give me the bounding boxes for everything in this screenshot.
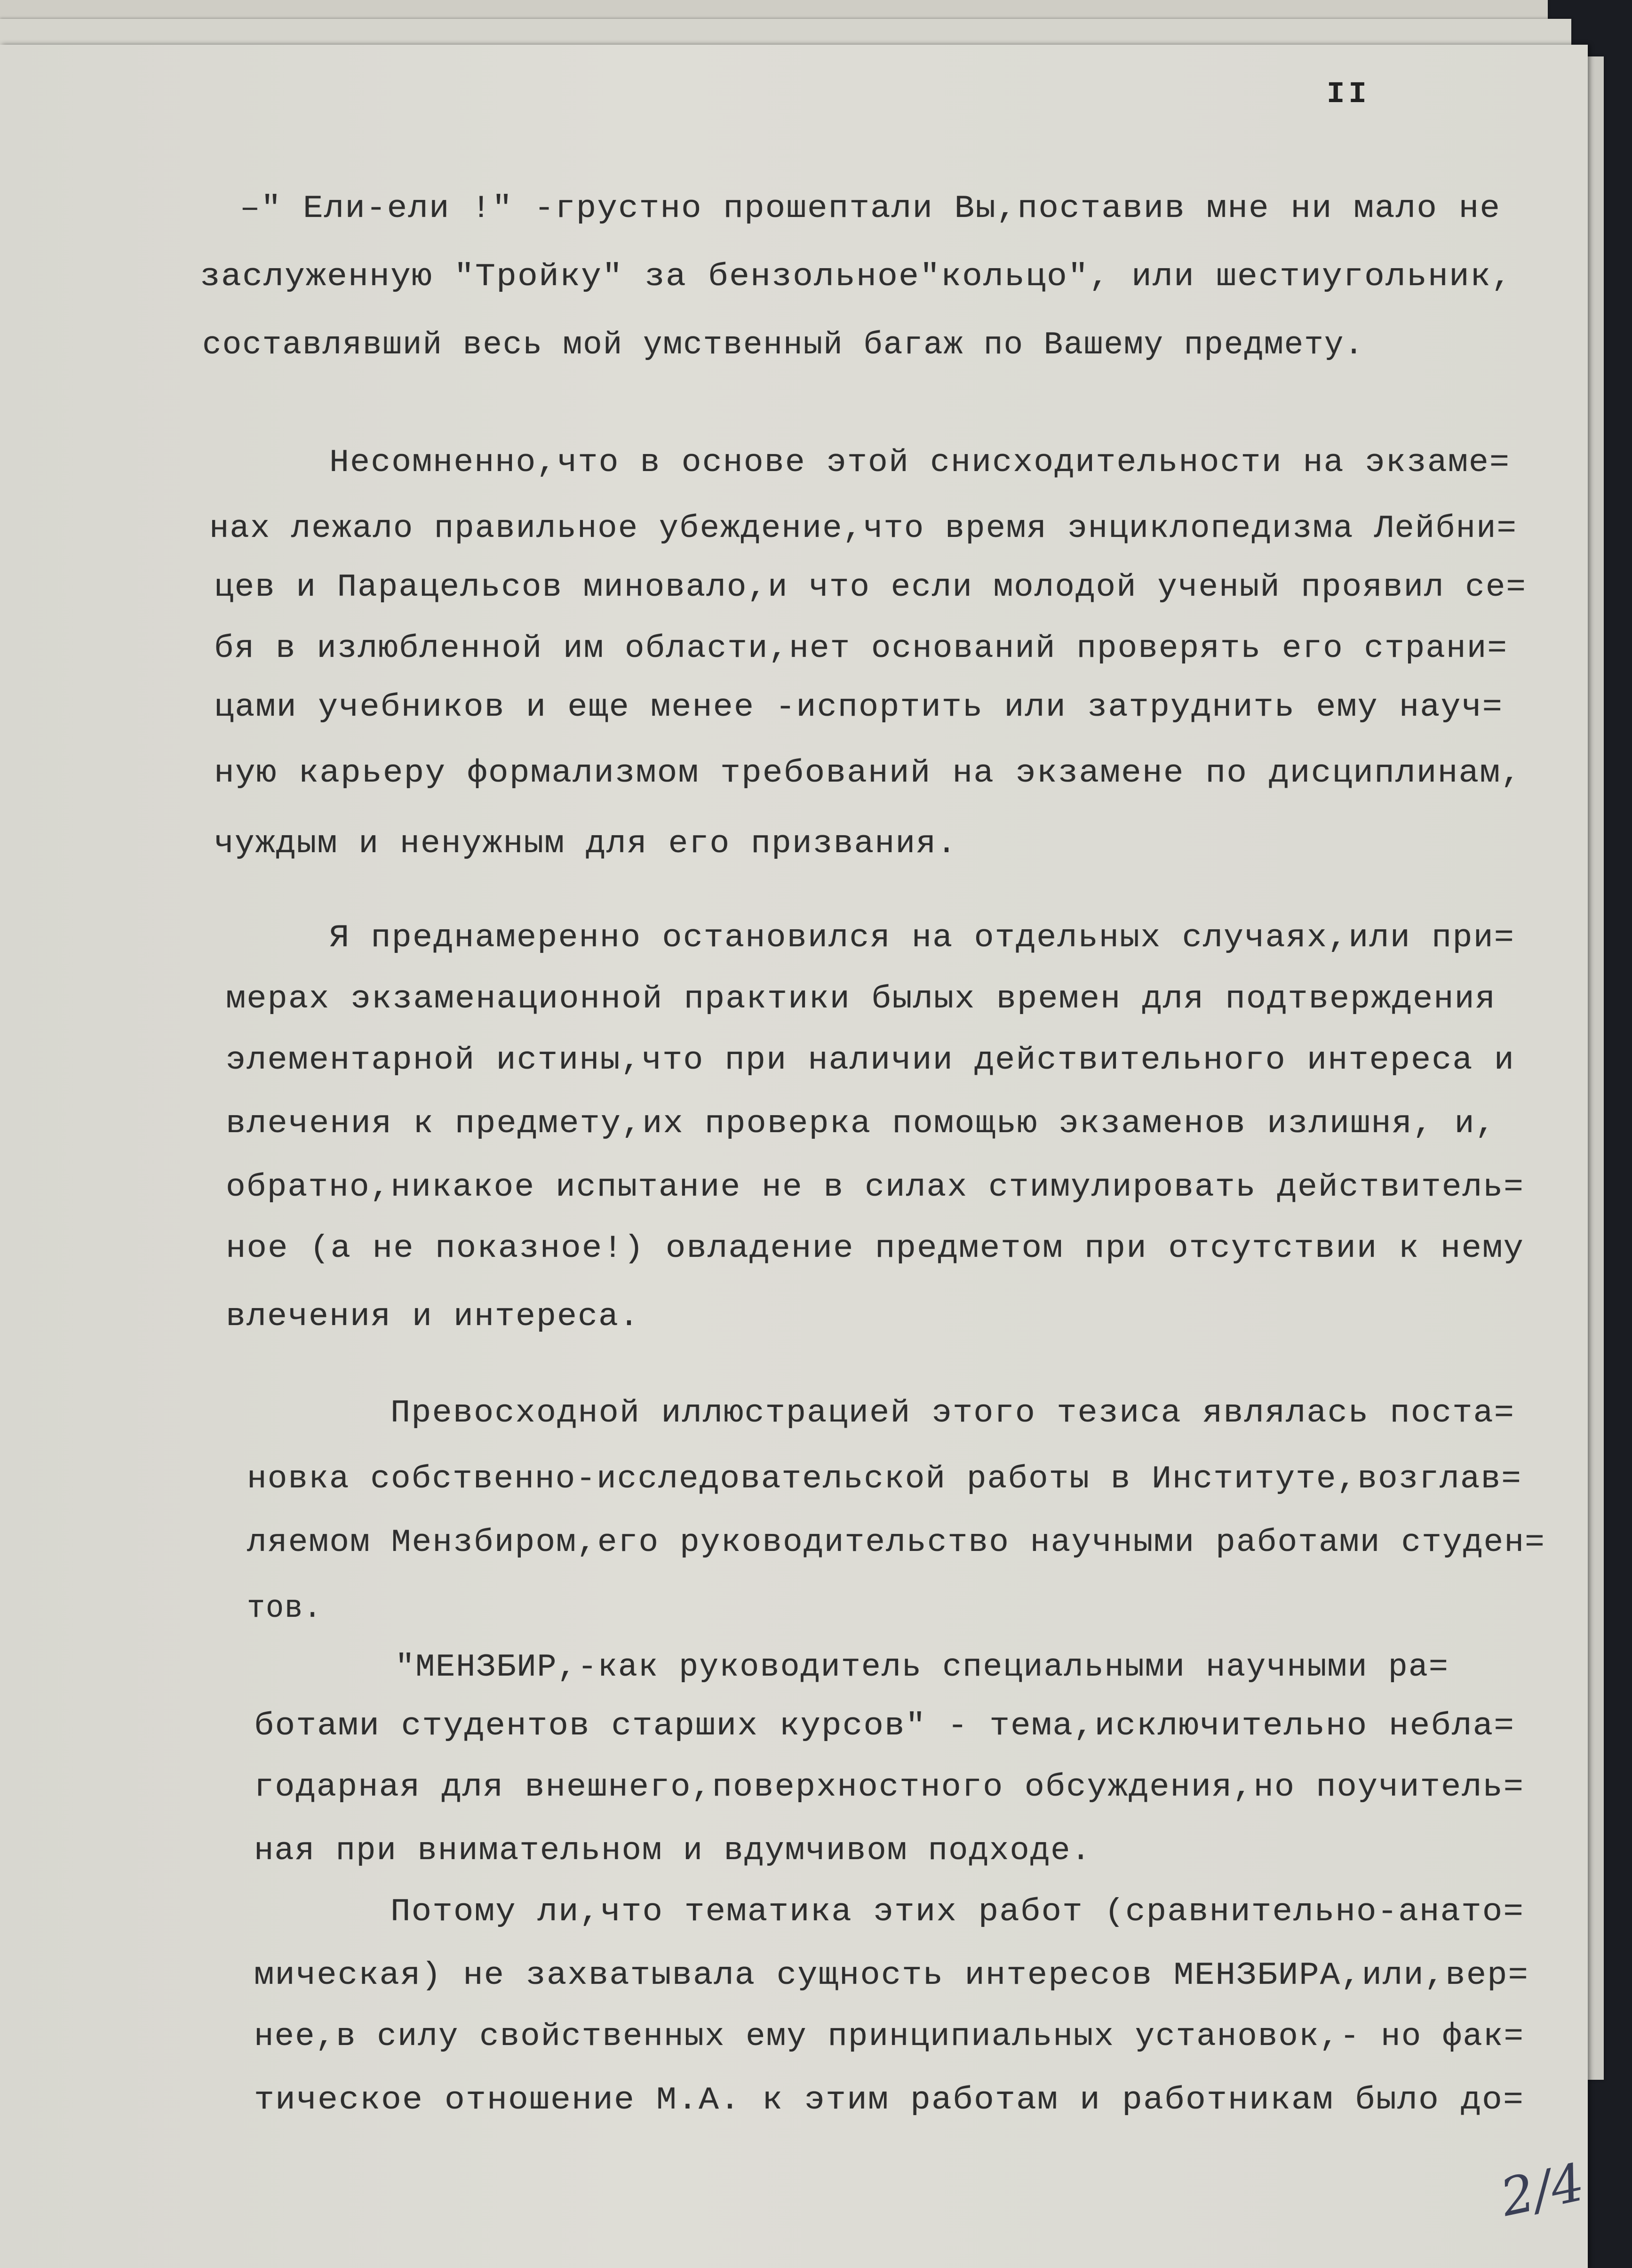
text-line: нее,в силу свойственных ему принципиальных установок,- но фак= <box>254 2019 1524 2055</box>
text-line: тов. <box>247 1590 322 1627</box>
text-line: заслуженную "Тройку" за бензольное"кольцо", или шестиугольник, <box>200 259 1513 295</box>
typewritten-page <box>0 45 1588 2268</box>
text-line: ляемом Мензбиром,его руководительство научными работами студен= <box>247 1525 1545 1561</box>
text-line: ная при внимательном и вдумчивом подходе. <box>254 1833 1091 1869</box>
text-line: Я преднамеренно остановился на отдельных случаях,или при= <box>329 920 1515 956</box>
text-line: Превосходной иллюстрацией этого тезиса являлась поста= <box>390 1395 1515 1431</box>
text-line: чуждым и ненужным для его призвания. <box>214 826 957 862</box>
text-line: годарная для внешнего,поверхностного обсуждения,но поучитель= <box>254 1769 1524 1805</box>
text-line: Несомненно,что в основе этой снисходительности на экзаме= <box>329 445 1510 481</box>
handwritten-folio-mark: 2/4 <box>1495 2151 1590 2228</box>
page-number: II <box>1327 78 1370 112</box>
text-line: нах лежало правильное убеждение,что время энциклопедизма Лейбни= <box>209 511 1517 547</box>
text-line: мическая) не захватывала сущность интересов МЕНЗБИРА,или,вер= <box>254 1957 1529 1994</box>
text-line: новка собственно-исследовательской работы в Институте,возглав= <box>247 1461 1522 1497</box>
text-line: элементарной истины,что при наличии действительного интереса и <box>226 1042 1515 1078</box>
text-line: цев и Парацельсов миновало,и что если молодой ученый проявил се= <box>214 569 1527 606</box>
text-line: ботами студентов старших курсов" - тема,исключительно небла= <box>254 1708 1515 1744</box>
text-line: мерах экзаменационной практики былых времен для подтверждения <box>226 981 1496 1017</box>
text-line: тическое отношение М.А. к этим работам и работникам было до= <box>254 2082 1524 2118</box>
text-line: бя в излюбленной им области,нет оснований проверять его страни= <box>214 631 1508 667</box>
text-line: ную карьеру формализмом требований на экзамене по дисциплинам, <box>214 755 1522 791</box>
text-line: –" Ели-ели !" -грустно прошептали Вы,поставив мне ни мало не <box>240 191 1501 227</box>
text-line: обратно,никакое испытание не в силах стимулировать действитель= <box>226 1169 1524 1206</box>
text-line: влечения и интереса. <box>226 1299 640 1335</box>
text-line: влечения к предмету,их проверка помощью экзаменов излишня, и, <box>226 1106 1496 1142</box>
text-line: составлявший весь мой умственный багаж по Вашему предмету. <box>202 327 1364 363</box>
text-line: "МЕНЗБИР,-как руководитель специальными научными ра= <box>395 1649 1449 1685</box>
text-line: цами учебников и еще менее -испортить или затруднить ему науч= <box>214 689 1503 726</box>
text-line: ное (а не показное!) овладение предметом при отсутствии к нему <box>226 1230 1524 1267</box>
text-line: Потому ли,что тематика этих работ (сравнительно-анато= <box>390 1894 1524 1930</box>
